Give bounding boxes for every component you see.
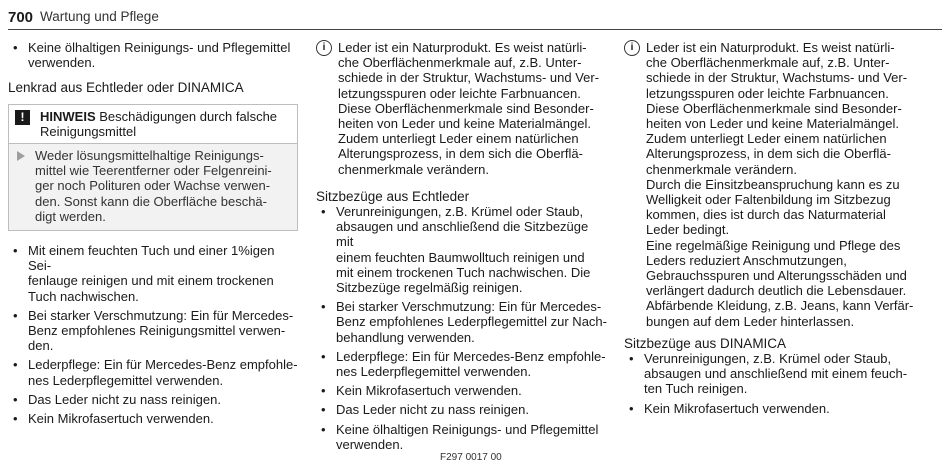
line: Bei starker Verschmutzung: Ein für Mercedes- <box>28 307 294 323</box>
line: den. <box>28 338 54 354</box>
line: absaugen und anschließend die Sitzbezüge mit <box>336 219 589 250</box>
page-header <box>8 6 942 30</box>
steering-care-list <box>8 243 298 426</box>
line: Zudem unterliegt Leder einem natürlichen <box>338 131 579 147</box>
line: fenlauge reinigen und mit einem trockenen <box>28 273 274 289</box>
line: verwenden. <box>336 436 404 452</box>
notice-title-line2: Reinigungsmittel <box>40 123 137 139</box>
section-title: Wartung und Pflege <box>40 9 159 24</box>
notice-text <box>35 148 291 224</box>
line: verlängert dadurch deutlich die Lebensdauer. <box>646 283 907 299</box>
line: Welligkeit oder Faltenbildung im Sitzbezug <box>646 192 891 208</box>
play-arrow-icon <box>17 151 25 161</box>
exclamation-icon: ! <box>15 110 30 125</box>
info-text <box>646 40 924 329</box>
line: Diese Oberflächenmerkmale sind Besonder- <box>338 100 594 116</box>
leather-seat-list <box>316 204 608 452</box>
heading-leather-seats: Sitzbezüge aus Echtleder <box>316 188 470 204</box>
line: Weder lösungsmittelhaltige Reinigungs- <box>35 148 264 164</box>
header-rule <box>8 29 942 30</box>
column-middle <box>316 40 608 456</box>
heading-dinamica-seats: Sitzbezüge aus DINAMICA <box>624 335 787 351</box>
list-item <box>316 299 608 345</box>
list-item <box>8 243 298 304</box>
line: den. Sonst kann die Oberfläche beschä- <box>35 193 267 209</box>
notice-label: HINWEIS <box>40 108 96 124</box>
heading-steering-wheel: Lenkrad aus Echtleder oder DINAMICA <box>8 80 244 96</box>
line: Benz empfohlenes Lederpflegemittel zur Nach- <box>336 314 607 330</box>
line: Keine ölhaltigen Reinigungs- und Pflegemittel <box>28 40 291 55</box>
notice-title-rest: Beschädigungen durch falsche <box>95 108 278 124</box>
line: behandlung verwenden. <box>336 329 475 345</box>
info-note <box>316 40 608 177</box>
line: Abfärbende Kleidung, z.B. Jeans, kann Verfär- <box>646 298 914 314</box>
line: mit einem trockenen Tuch nachwischen. Die <box>336 264 591 280</box>
list-item <box>316 422 608 452</box>
line: Lederpflege: Ein für Mercedes-Benz empfohle- <box>28 357 298 373</box>
line: Gebrauchsspuren und Alterungsschäden und <box>646 268 907 284</box>
line: nes Lederpflegemittel verwenden. <box>28 372 224 388</box>
list-item <box>624 401 924 416</box>
line: Keine ölhaltigen Reinigungs- und Pflegemittel <box>336 421 599 437</box>
figure-code: F297 0017 00 <box>440 452 502 463</box>
line: schiede in der Struktur, Wachstums- und Ver- <box>646 70 908 86</box>
line: heiten von Leder und keine Materialmängel. <box>646 116 899 132</box>
line: Mit einem feuchten Tuch und einer 1%igen Sei- <box>28 243 275 274</box>
line: ten Tuch reinigen. <box>644 381 748 397</box>
line: heiten von Leder und keine Materialmängel. <box>338 116 591 132</box>
list-item <box>316 402 608 417</box>
line: Diese Oberflächenmerkmale sind Besonder- <box>646 100 902 116</box>
line: Durch die Einsitzbeanspruchung kann es zu <box>646 176 900 192</box>
line: Kein Mikrofasertuch verwenden. <box>336 383 522 399</box>
line: Benz empfohlenes Reinigungsmittel verwen- <box>28 323 286 339</box>
list-item <box>8 411 298 426</box>
info-icon: i <box>624 40 640 56</box>
line: Bei starker Verschmutzung: Ein für Mercedes- <box>336 299 602 315</box>
list-item <box>316 349 608 379</box>
line: Das Leder nicht zu nass reinigen. <box>28 391 221 407</box>
column-right <box>624 40 924 420</box>
line: Verunreinigungen, z.B. Krümel oder Staub, <box>336 204 584 220</box>
list-item <box>316 204 608 295</box>
line: che Oberflächenmerkmale auf, z.B. Unter- <box>646 55 890 71</box>
intro-list <box>8 40 298 70</box>
line: Leder ist ein Naturprodukt. Es weist natürli- <box>646 40 895 55</box>
line: nes Lederpflegemittel verwenden. <box>336 364 532 380</box>
line: einem feuchten Baumwolltuch reinigen und <box>336 249 585 265</box>
line: chenmerkmale verändern. <box>646 161 798 177</box>
line: kommen, dies ist durch das Naturmaterial <box>646 207 886 223</box>
notice-header <box>9 105 297 144</box>
line: mittel wie Teerentferner oder Felgenreini- <box>35 163 272 179</box>
line: che Oberflächenmerkmale auf, z.B. Unter- <box>338 55 582 71</box>
line: Leder ist ein Naturprodukt. Es weist natürli- <box>338 40 587 55</box>
list-item <box>8 308 298 354</box>
list-item <box>8 357 298 387</box>
line: letzungsspuren oder leichte Farbnuancen. <box>338 85 581 101</box>
line: Eine regelmäßige Reinigung und Pflege des <box>646 237 901 253</box>
dinamica-seat-list <box>624 351 924 416</box>
line: Tuch nachwischen. <box>28 288 139 304</box>
line: Leder bedingt. <box>646 222 730 238</box>
line: letzungsspuren oder leichte Farbnuancen. <box>646 85 889 101</box>
line: ger noch Polituren oder Wachse verwen- <box>35 178 271 194</box>
line: Leders reduziert Anschmutzungen, <box>646 252 847 268</box>
list-item <box>316 383 608 398</box>
notice-title <box>40 109 291 139</box>
line: Kein Mikrofasertuch verwenden. <box>28 411 214 427</box>
info-text <box>338 40 608 177</box>
line: schiede in der Struktur, Wachstums- und Ver- <box>338 70 600 86</box>
notice-box <box>8 104 298 231</box>
line: absaugen und anschließend mit einem feuch- <box>644 366 908 382</box>
line: Verunreinigungen, z.B. Krümel oder Staub, <box>644 351 892 367</box>
line: Sitzbezüge regelmäßig reinigen. <box>336 280 523 296</box>
list-item <box>8 392 298 407</box>
list-item <box>624 351 924 397</box>
page-number: 700 <box>8 9 34 26</box>
line: verwenden. <box>28 55 96 71</box>
line: Alterungsprozess, in dem sich die Oberflä- <box>646 146 891 162</box>
line: Alterungsprozess, in dem sich die Oberflä- <box>338 146 583 162</box>
line: Das Leder nicht zu nass reinigen. <box>336 402 529 418</box>
info-note <box>624 40 924 329</box>
info-icon: i <box>316 40 332 56</box>
line: Lederpflege: Ein für Mercedes-Benz empfohle- <box>336 348 606 364</box>
line: digt werden. <box>35 208 106 224</box>
column-left <box>8 40 298 430</box>
line: bungen auf dem Leder hinterlassen. <box>646 313 855 329</box>
list-item <box>8 40 298 70</box>
notice-body <box>9 144 297 230</box>
line: chenmerkmale verändern. <box>338 161 490 177</box>
line: Zudem unterliegt Leder einem natürlichen <box>646 131 887 147</box>
line: Kein Mikrofasertuch verwenden. <box>644 400 830 416</box>
